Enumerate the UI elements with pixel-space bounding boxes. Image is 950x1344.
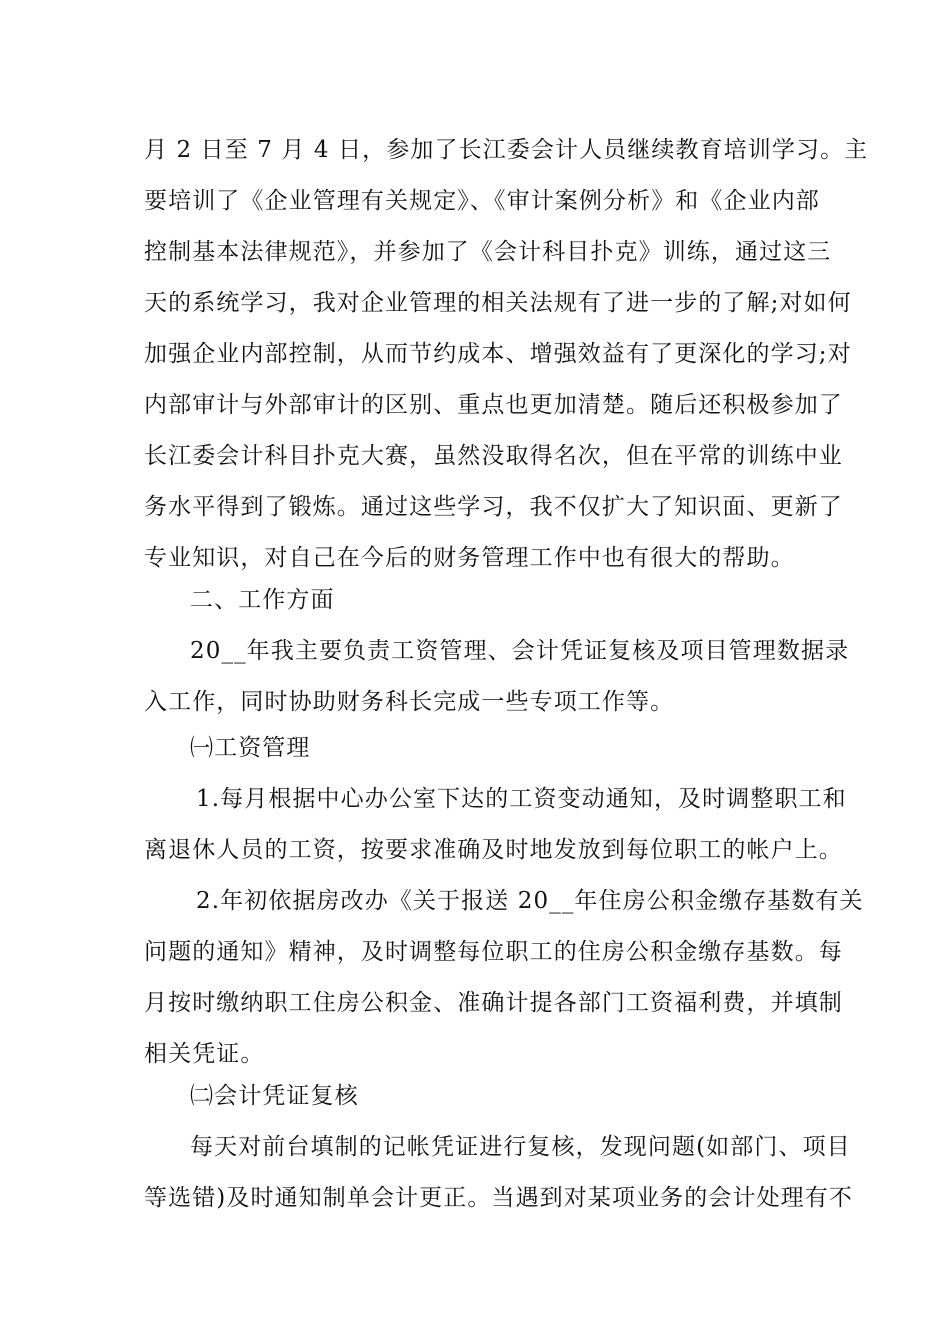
section-heading: 二、工作方面	[190, 587, 335, 613]
text-line: 2.年初依据房改办《关于报送 20__年住房公积金缴存基数有关	[196, 888, 864, 914]
text-line: 加强企业内部控制，从而节约成本、增强效益有了更深化的学习;对	[144, 341, 852, 367]
text-line: 控制基本法律规范》，并参加了《会计科目扑克》训练，通过这三	[144, 239, 832, 265]
text-line: 20__年我主要负责工资管理、会计凭证复核及项目管理数据录	[190, 638, 850, 664]
text-line: 问题的通知》精神，及时调整每位职工的住房公积金缴存基数。每	[144, 939, 843, 965]
text-line: 离退休人员的工资，按要求准确及时地发放到每位职工的帐户上。	[144, 837, 843, 863]
text-line: 天的系统学习，我对企业管理的相关法规有了进一步的了解;对如何	[144, 290, 852, 316]
text-line: 每天对前台填制的记帐凭证进行复核，发现问题(如部门、项目	[190, 1134, 851, 1160]
text-line: 务水平得到了锻炼。通过这些学习，我不仅扩大了知识面、更新了	[144, 494, 843, 520]
text-line: 月按时缴纳职工住房公积金、准确计提各部门工资福利费，并填制	[144, 990, 843, 1016]
text-line: 相关凭证。	[144, 1041, 265, 1067]
text-line: 长江委会计科目扑克大赛，虽然没取得名次，但在平常的训练中业	[144, 443, 843, 469]
text-line: 1.每月根据中心办公室下达的工资变动通知，及时调整职工和	[196, 786, 847, 812]
text-line: 专业知识，对自己在今后的财务管理工作中也有很大的帮助。	[144, 545, 795, 571]
subsection-heading: ㈠工资管理	[190, 735, 311, 761]
text-line: 内部审计与外部审计的区别、重点也更加清楚。随后还积极参加了	[144, 392, 843, 418]
text-line: 入工作，同时协助财务科长完成一些专项工作等。	[144, 689, 675, 715]
text-line: 等选错)及时通知制单会计更正。当遇到对某项业务的会计处理有不	[144, 1185, 853, 1211]
subsection-heading: ㈡会计凭证复核	[190, 1083, 359, 1109]
text-line: 要培训了《企业管理有关规定》、《审计案例分析》和《企业内部	[144, 188, 820, 214]
text-line: 月 2 日至 7 月 4 日，参加了长江委会计人员继续教育培训学习。主	[144, 137, 869, 163]
